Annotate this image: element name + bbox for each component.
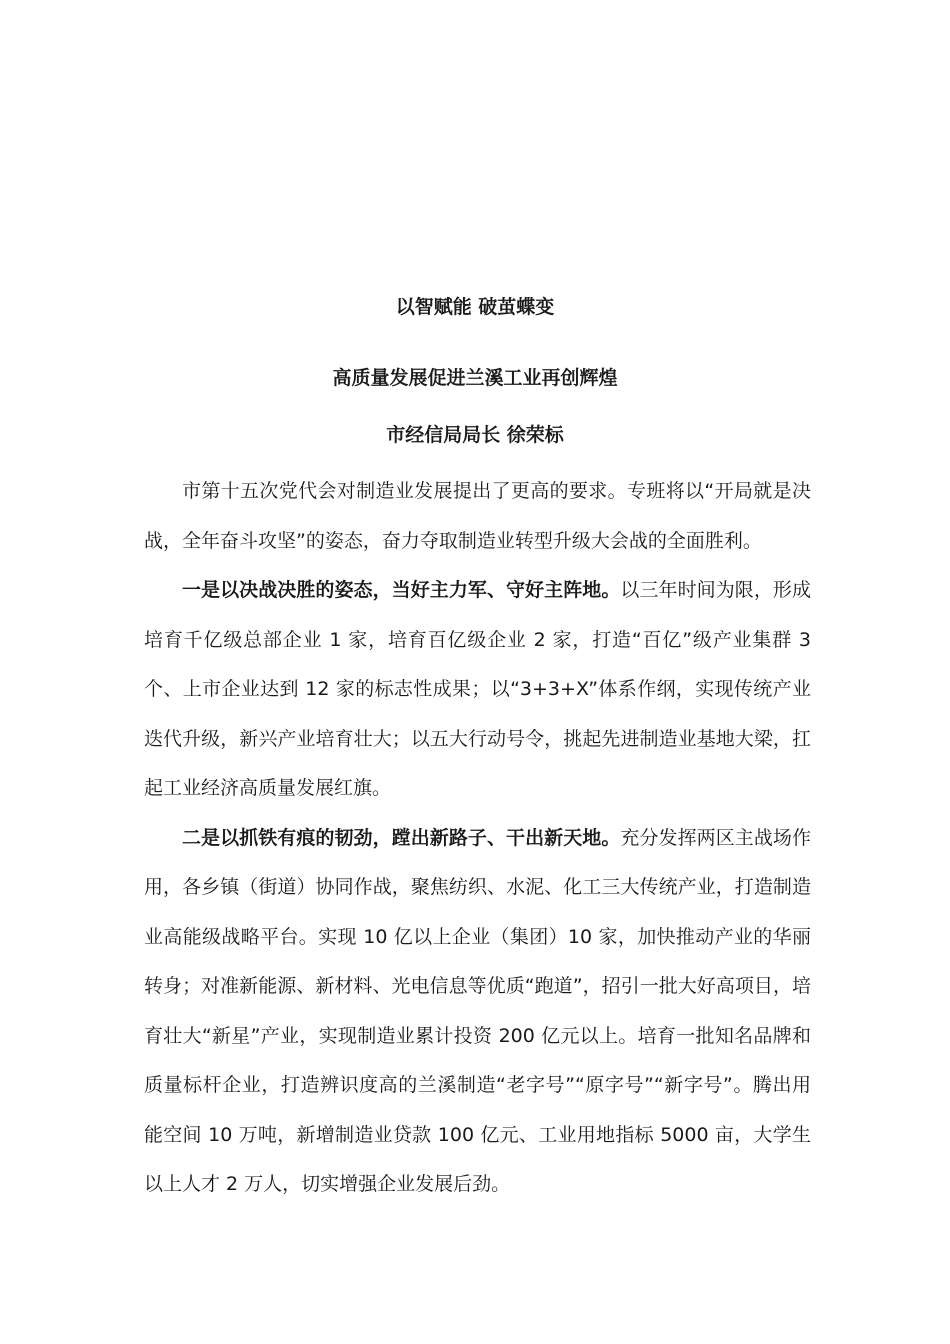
paragraph-2-text: 以三年时间为限，形成培育千亿级总部企业 1 家，培育百亿级企业 2 家，打造“百亿”级产业集群 3 个、上市企业达到 12 家的标志性成果；以“3+3+X”体系作纲，实现传统产业迭代升级，新兴产业培育壮大；以五大行动号令，挑起先进制造业基地大梁，扛起工业经济高质量发展红旗。 xyxy=(144,579,811,799)
document-byline: 市经信局局长 徐荣标 xyxy=(386,424,564,446)
paragraph-2-lead: 一是以决战决胜的姿态，当好主力军、守好主阵地。 xyxy=(182,579,621,601)
document-subtitle: 高质量发展促进兰溪工业再创辉煌 xyxy=(332,367,618,389)
paragraph-3-lead: 二是以抓铁有痕的韧劲，蹚出新路子、干出新天地。 xyxy=(182,826,621,849)
paragraph-3 xyxy=(144,814,811,1210)
paragraph-2 xyxy=(144,566,811,814)
document-body xyxy=(144,467,811,1210)
document-title: 以智赋能 破茧蝶变 xyxy=(395,296,555,318)
paragraph-1 xyxy=(144,467,811,566)
paragraph-1-text: 市第十五次党代会对制造业发展提出了更高的要求。专班将以“开局就是决战，全年奋斗攻坚”的姿态，奋力夺取制造业转型升级大会战的全面胜利。 xyxy=(144,480,811,552)
paragraph-3-text: 充分发挥两区主战场作用，各乡镇（街道）协同作战，聚焦纺织、水泥、化工三大传统产业，打造制造业高能级战略平台。实现 10 亿以上企业（集团）10 家，加快推动产业的华丽转身；对准新能源、新材料、光电信息等优质“跑道”，招引一批大好高项目，培育壮大“新星”产业，实现制造业累计投资 200 亿元以上。培育一批知名品牌和质量标杆企业，打造辨识度高的兰溪制造“老字号”“原字号”“新字号”。腾出用能空间 10 万吨，新增制造业贷款 100 亿元、工业用地指标 5000 亩，大学生以上人才 2 万人，切实增强企业发展后劲。 xyxy=(144,826,811,1195)
